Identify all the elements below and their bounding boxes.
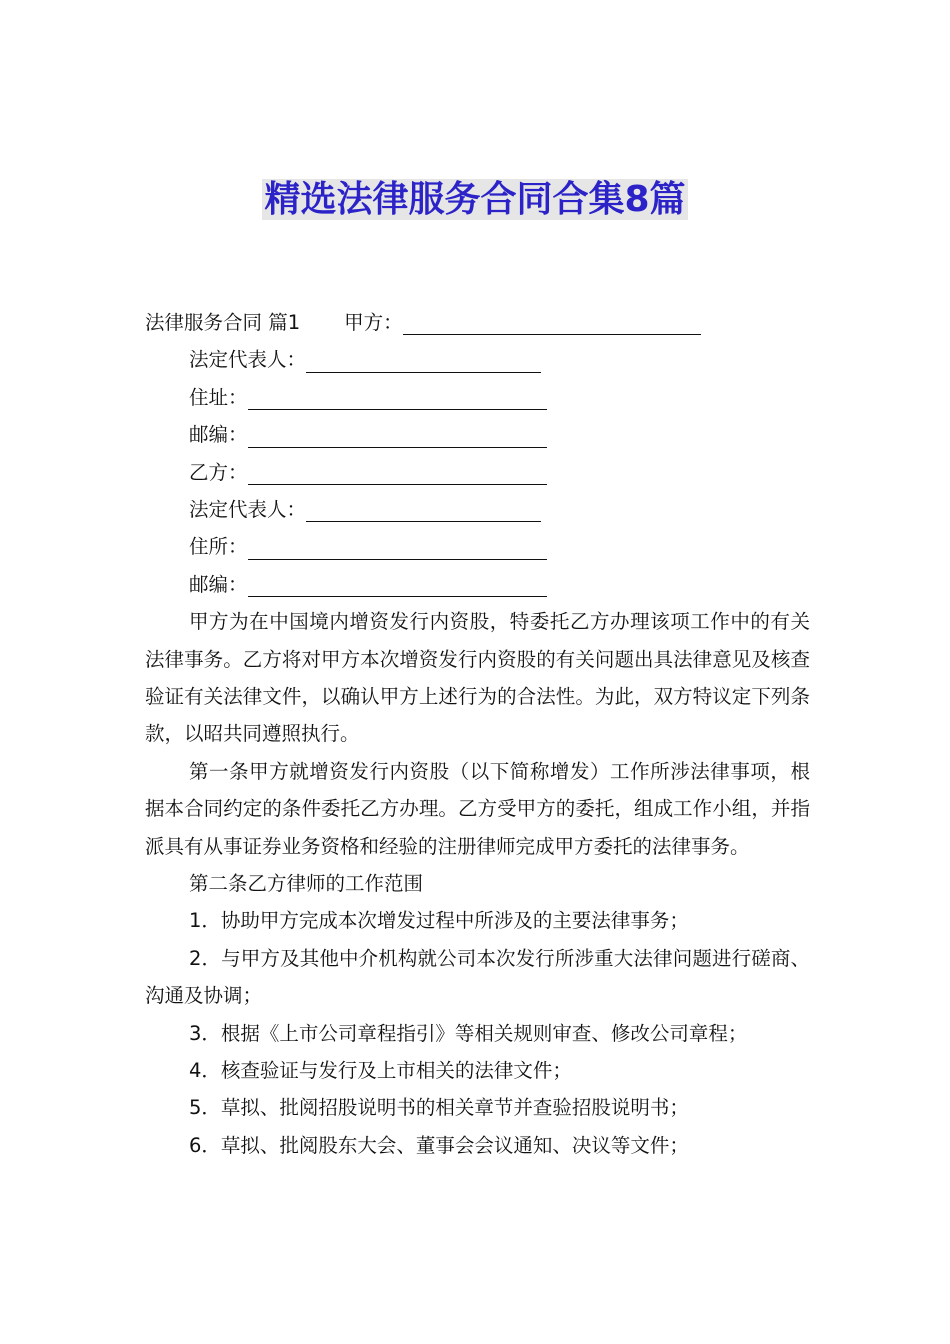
field-line bbox=[145, 341, 810, 378]
field-line bbox=[145, 566, 810, 603]
contract-heading: 法律服务合同 篇1 bbox=[145, 311, 301, 334]
field-line bbox=[145, 491, 810, 528]
field-line bbox=[145, 454, 810, 491]
section-heading: 第二条乙方律师的工作范围 bbox=[189, 871, 424, 895]
list-item: 2．与甲方及其他中介机构就公司本次发行所涉重大法律问题进行磋商、沟通及协调； bbox=[145, 946, 810, 1008]
field-label: 法定代表人： bbox=[189, 348, 307, 372]
list-item: 3．根据《上市公司章程指引》等相关规则审查、修改公司章程； bbox=[189, 1021, 748, 1045]
field-blank[interactable] bbox=[248, 383, 547, 410]
party-a-blank[interactable] bbox=[403, 308, 701, 335]
field-label: 乙方： bbox=[189, 460, 248, 484]
field-blank[interactable] bbox=[306, 495, 541, 522]
page-title-text: 精选法律服务合同合集8篇 bbox=[264, 179, 686, 220]
field-label: 邮编： bbox=[189, 572, 248, 596]
field-label: 住所： bbox=[189, 535, 248, 559]
field-blank[interactable] bbox=[248, 570, 547, 597]
list-item: 4．核查验证与发行及上市相关的法律文件； bbox=[189, 1059, 572, 1082]
paragraph: 第一条甲方就增资发行内资股（以下简称增发）工作所涉法律事项，根据本合同约定的条件委托乙方办理。乙方受甲方的委托，组成工作小组，并指派具有从事证券业务资格和经验的注册律师完成甲方委托的法律事务。 bbox=[145, 759, 810, 858]
field-blank[interactable] bbox=[248, 533, 547, 560]
list-item: 6．草拟、批阅股东大会、董事会会议通知、决议等文件； bbox=[189, 1133, 689, 1157]
field-blank[interactable] bbox=[248, 421, 547, 448]
list-item: 1．协助甲方完成本次增发过程中所涉及的主要法律事务； bbox=[189, 909, 689, 933]
party-a-label: 甲方： bbox=[344, 311, 403, 334]
field-label: 住址： bbox=[189, 385, 248, 409]
list-item: 5．草拟、批阅招股说明书的相关章节并查验招股说明书； bbox=[189, 1096, 689, 1120]
field-label: 法定代表人： bbox=[189, 497, 307, 521]
first-line bbox=[145, 304, 810, 341]
field-line bbox=[145, 379, 810, 416]
paragraph: 甲方为在中国境内增资发行内资股，特委托乙方办理该项工作中的有关法律事务。乙方将对甲方本次增资发行内资股的有关问题出具法律意见及核查验证有关法律文件，以确认甲方上述行为的合法性。为此，双方特议定下列条款，以昭共同遵照执行。 bbox=[145, 610, 810, 746]
field-line bbox=[145, 416, 810, 453]
field-line bbox=[145, 528, 810, 565]
document-body bbox=[145, 304, 810, 1164]
field-blank[interactable] bbox=[306, 346, 541, 373]
page-title bbox=[0, 176, 950, 224]
field-label: 邮编： bbox=[189, 423, 248, 447]
field-blank[interactable] bbox=[248, 458, 547, 485]
